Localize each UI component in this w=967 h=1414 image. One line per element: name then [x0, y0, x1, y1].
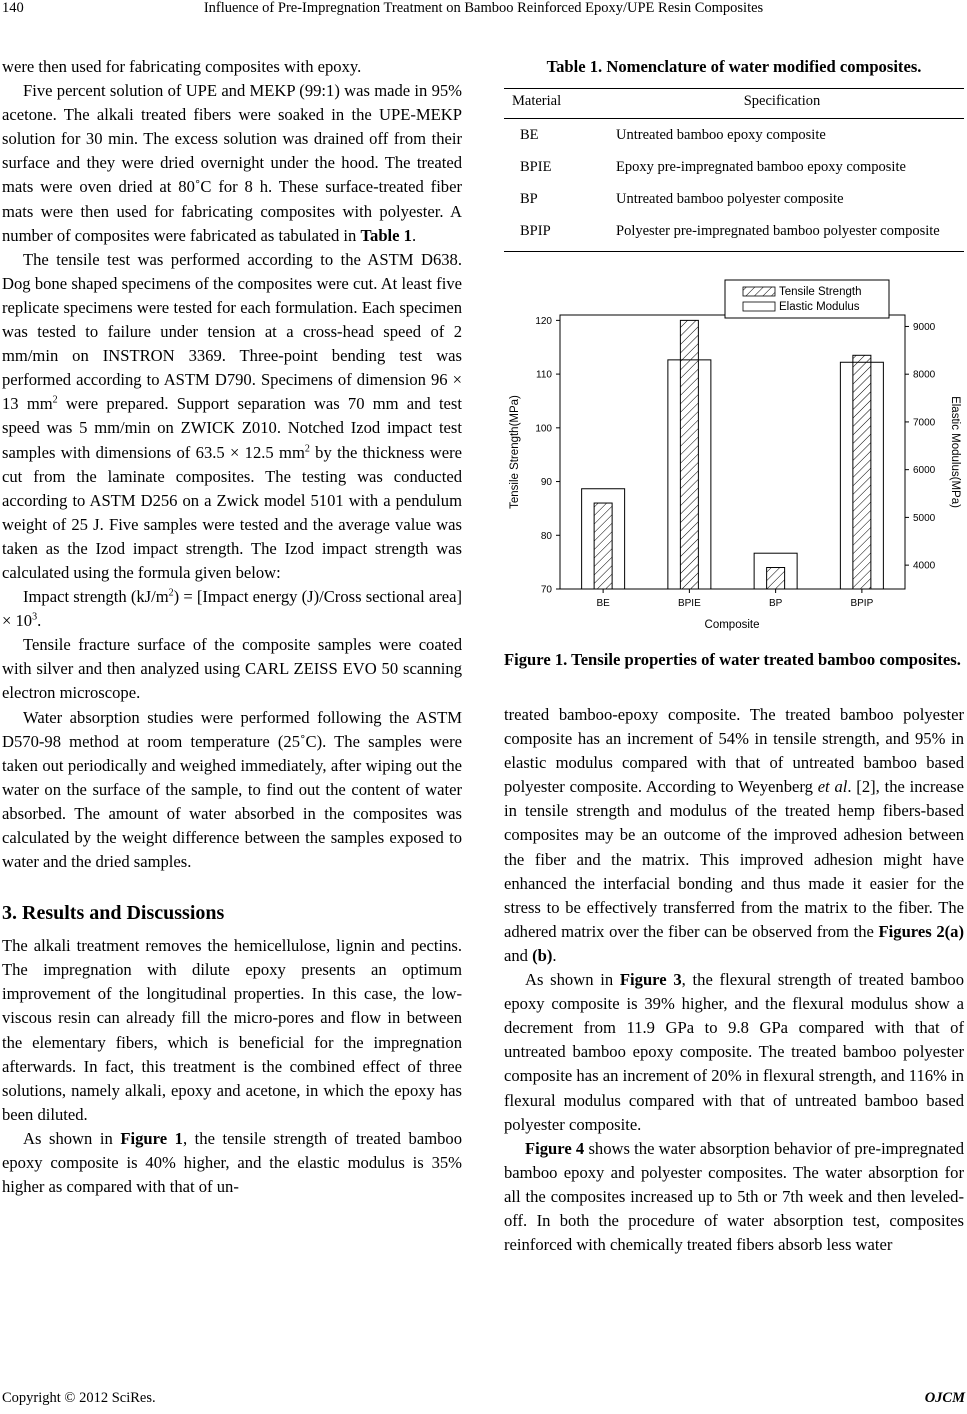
x-tick-label: BE [596, 598, 610, 609]
legend-label-tensile: Tensile Strength [779, 286, 862, 298]
bar-tensile-strength-bpie [680, 320, 698, 589]
figure-reference: Figures 2(a) [878, 921, 964, 941]
figure-reference: (b) [532, 945, 553, 965]
legend-label-modulus: Elastic Modulus [779, 301, 860, 313]
paragraph: The tensile test was performed according to the ASTM D638. Dog bone shaped specimens of the composites were cut. At least five replicate specimens were tested for each formulation. Each specimen was tested to failure under tension at a cross-head speed of 2 mm/min on INSTRON 3369. Three-point bending test was performed according to ASTM D790. Specimens of dimension 96 × 13 $mm^2$ were prepared. Support separation was 70 mm and test speed was 5 mm/min on ZWICK Z010. Notched Izod impact test samples with dimensions of 63.5 × 12.5 $mm^2$ by the thickness were cut from the laminate composites. The testing was conducted according to ASTM D256 on a Zwick model 5101 with a pendulum weight of 25 J. Five samples were tested and the average value was taken as the Izod impact strength. The Izod impact strength was calculated using the formula given below: [2, 249, 462, 582]
paragraph: treated bamboo-epoxy composite. The treated bamboo polyester composite has an increment of 54% in tensile strength, and 95% in elastic modulus compared with that of untreated bamboo based polyester composite. According to Weyenberg et al. [2], the increase in tensile strength and modulus of the treated hemp fibers-based composites may be an outcome of the improved adhesion between the fiber and the matrix. This improved adhesion might have enhanced the interfacial bonding and thus made it easier for the stress to be effectively transferred from the matrix to the fiber. The adhered matrix over the fiber can be observed from the Figures 2(a) and (b). [504, 705, 964, 965]
figure-1-chart [500, 270, 967, 640]
bar-tensile-strength-be [594, 503, 612, 589]
table-cell: Untreated bamboo epoxy composite [616, 126, 826, 143]
paragraph: As shown in Figure 3, the flexural strength of treated bamboo epoxy composite is 39% higher, and the flexural modulus show a decrement from 11.9 GPa to 9.8 GPa compared with that of untreated bamboo epoxy composite. The treated bamboo polyester composite has an increment of 20% in flexural strength, and 116% in flexural modulus compared with that of untreated bamboo based polyester composite. [504, 970, 964, 1134]
table-cell: Untreated bamboo polyester composite [616, 190, 844, 207]
table-row [504, 151, 964, 183]
y2-tick-label: 7000 [913, 417, 936, 429]
page-number: 140 [2, 0, 24, 16]
x-tick-label: BPIE [677, 598, 701, 609]
table-cell: Polyester pre-impregnated bamboo polyester composite [600, 215, 964, 252]
paragraph: were then used for fabricating composites with epoxy. [2, 57, 362, 76]
y-tick-label: 70 [540, 584, 552, 596]
copyright-notice: Copyright © 2012 SciRes. [2, 1390, 156, 1406]
running-title: Influence of Pre-Impregnation Treatment on Bamboo Reinforced Epoxy/UPE Resin Composites [203, 0, 764, 16]
figure-reference: Figure 4 [525, 1138, 585, 1158]
x-axis-label: Composite [704, 619, 760, 631]
chart-legend [725, 280, 889, 318]
table-cell: BP [520, 190, 538, 207]
bar-tensile-strength-bp [767, 568, 785, 589]
x-tick-label: BP [768, 598, 783, 609]
table-header: Specification [600, 89, 964, 119]
y-tick-label: 90 [540, 477, 552, 489]
y2-tick-label: 9000 [913, 321, 936, 333]
figure-caption: Figure 1. Tensile properties of water treated bamboo composites. [504, 650, 961, 669]
table-row [504, 119, 964, 152]
table-caption: Table 1. Nomenclature of water modified composites. [546, 57, 922, 76]
paragraph: Five percent solution of UPE and MEKP (99:1) was made in 95% acetone. The alkali treated fibers were soaked in the UPE-MEKP solution for 30 min. The excess solution was drained off from their surface and they were dried overnight under the hood. The treated mats were oven dried at 80˚C for 8 h. These surface-treated fiber mats were then used for fabricating composites with polyester. A number of composites were fabricated as tabulated in Table 1. [2, 81, 462, 245]
paragraph: Tensile fracture surface of the composite samples were coated with silver and then analyzed using CARL ZEISS EVO 50 scanning electron microscope. [2, 635, 462, 703]
figure-reference: Figure 1 [120, 1128, 183, 1148]
right-column [504, 703, 964, 1257]
table-row [504, 215, 964, 252]
left-column [2, 55, 462, 1199]
figure-reference: Figure 3 [619, 970, 682, 990]
table-cell: BPIP [504, 215, 600, 252]
y-tick-label: 100 [535, 423, 552, 435]
legend-swatch-modulus [743, 302, 775, 311]
table-cell: BE [520, 126, 539, 143]
table-header-row [504, 89, 964, 119]
x-tick-label: BPIP [850, 598, 874, 609]
table-cell: BPIE [520, 158, 552, 175]
y2-tick-label: 8000 [913, 369, 936, 381]
y2-tick-label: 6000 [913, 465, 936, 477]
bar-tensile-strength-bpip [853, 355, 871, 589]
y2-tick-label: 5000 [913, 512, 936, 524]
y2-axis-label: Elastic Modulus(MPa) [949, 396, 961, 508]
paragraph: Water absorption studies were performed following the ASTM D570-98 method at room temperature (25˚C). The samples were taken out periodically and weighed immediately, after wiping out the water on the surface of the sample, to find out the content of water absorbed. The amount of water absorbed in the composites was calculated by the weight difference between the samples exposed to water and the dried samples. [2, 707, 462, 872]
y2-tick-label: 4000 [913, 560, 936, 572]
y-tick-label: 110 [536, 369, 552, 381]
table-reference: Table 1 [360, 225, 412, 245]
y-axis-label: Tensile Strength(MPa) [509, 395, 521, 509]
section-heading: 3. Results and Discussions [2, 902, 225, 925]
journal-name: OJCM [924, 1390, 965, 1406]
formula: Impact strength $(kJ/m^2)$ = [Impact energy (J)/Cross sectional area] × $10^3$. [2, 587, 462, 631]
y-tick-label: 80 [540, 530, 552, 542]
table-row [504, 183, 964, 215]
nomenclature-table [504, 88, 964, 252]
paragraph: Figure 4 shows the water absorption behavior of pre-impregnated bamboo epoxy and polyester composites. The water absorption for all the composites increased up to 5th or 7th week and then leveled-off. In both the procedure of water absorption test, composites reinforced with chemically treated fibers absorb less water [504, 1138, 965, 1255]
paragraph: As shown in Figure 1, the tensile strength of treated bamboo epoxy composite is 40% higher, and the elastic modulus is 35% higher as compared with that of un- [2, 1128, 462, 1197]
legend-swatch-tensile [743, 287, 775, 296]
table-header: Material [504, 89, 600, 119]
table-cell: Epoxy pre-impregnated bamboo epoxy composite [616, 158, 906, 175]
paragraph: The alkali treatment removes the hemicellulose, lignin and pectins. The impregnation with dilute epoxy presents an optimum improvement of the longitudinal properties. In this case, the low-viscous resin can already fill the micro-pores and flow in between the elementary fibers, which is beneficial for the impregnation afterwards. In fact, this treatment is the combined effect of three solutions, namely alkali, epoxy and acetone, in which the epoxy has been diluted. [2, 936, 462, 1124]
chart-svg [500, 270, 967, 640]
y-tick-label: 120 [535, 315, 552, 327]
